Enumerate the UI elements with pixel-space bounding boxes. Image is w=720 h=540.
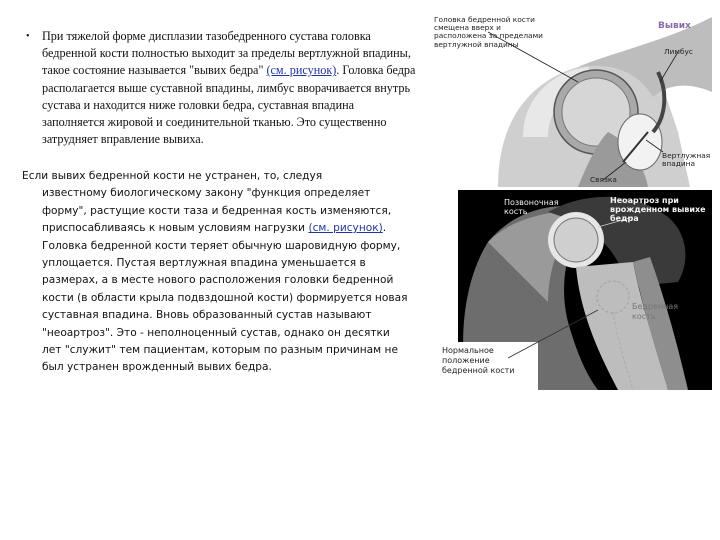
see-figure-link[interactable]: (см. рисунок): [266, 63, 337, 78]
label-ligament: Связка: [590, 175, 617, 184]
hip-dislocation-figure: [428, 12, 712, 390]
label-femur: Бедренная кость: [632, 302, 679, 321]
paragraph-text: . Головка бедренной кости теряет обычную шаровидную форму, уплощается. Пустая вертлужная впадина уменьшается в размерах, а в месте нового расположения головки бедренной кости (в области крыла подвздошной кости) формируется новая суставная впадина. Вновь образованный сустав называют "неоартроз". Это - неполноценный сустав, однако он десятки лет "служит" тем пациентам, которым по разным причинам не был устранен врожденный вывих бедра.: [42, 222, 408, 374]
paragraph-dislocation: [26, 28, 418, 148]
paragraph-lead: Если вывих бедренной кости не устранен, то, следуя: [22, 170, 323, 182]
see-figure-link[interactable]: (см. рисунок): [308, 222, 383, 235]
label-ilium: Позвоночная кость: [504, 198, 559, 216]
label-head-displaced: Головка бедренной кости смещена вверх и расположена за пределами вертлужной впадины: [434, 15, 543, 49]
paragraph-neoarthrosis: [22, 168, 408, 377]
paragraph-text: При тяжелой форме дисплазии тазобедренного сустава головка бедренной кости полностью выходит за пределы вертлужной впадины, такое состояние называется "вывих бедра": [42, 29, 411, 78]
label-limbus: Лимбус: [664, 47, 693, 56]
label-dislocation-title: Вывих: [658, 21, 691, 31]
label-neoarthrosis: Неоартроз при врожденном вывихе бедра: [610, 196, 706, 223]
paragraph-text: известному биологическому закону "функция определяет форму", растущие кости таза и бедренная кость изменяются, приспосабливаясь к новым условиям нагрузки: [42, 187, 392, 235]
label-normal-position: Нормальное положение бедренной кости: [442, 346, 515, 375]
label-acetabulum: Вертлужная впадина: [662, 151, 711, 169]
paragraph-text: . Головка бедра располагается выше суставной впадины, лимбус вворачивается внутрь сустава и находится ниже головки бедра, суставная впадина заполняется жировой и соединительной тканью. Это существенно затрудняет вправление вывиха.: [42, 63, 416, 147]
bullet-marker: •: [26, 31, 30, 42]
